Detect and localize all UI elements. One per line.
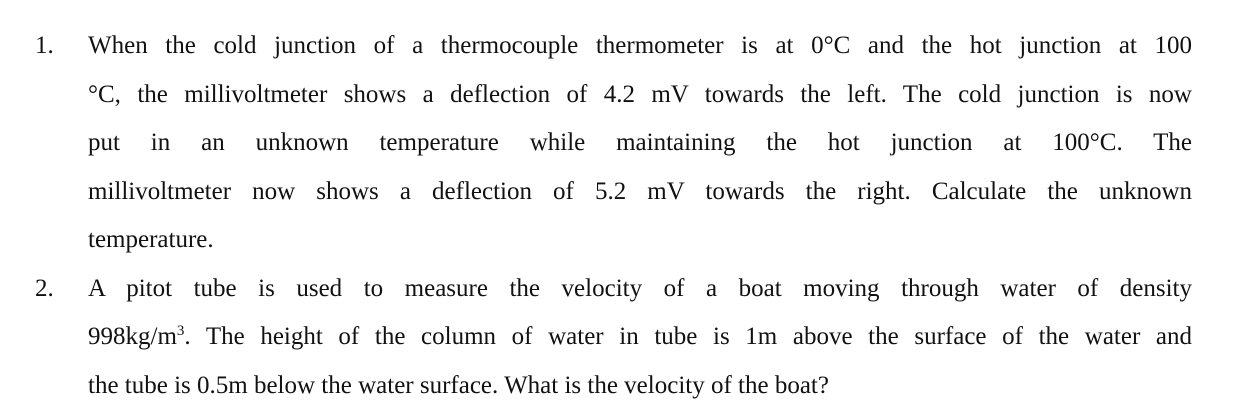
density-value: 998kg/m (88, 323, 177, 350)
question-text-fragment: . The height of the column of water in tube is 1m above the surface of the water and (184, 323, 1192, 350)
question-2 (88, 265, 1192, 410)
question-list (0, 22, 1250, 410)
question-text-line: put in an unknown temperature while maintaining the hot junction at 100°C. The (88, 119, 1192, 168)
question-number: 2. (35, 265, 75, 314)
question-text-line: A pitot tube is used to measure the velocity of a boat moving through water of density (88, 265, 1192, 314)
question-text-line: °C, the millivoltmeter shows a deflection of 4.2 mV towards the left. The cold junction is now (88, 71, 1192, 120)
question-text-line: temperature. (88, 216, 1192, 265)
question-text-line: When the cold junction of a thermocouple thermometer is at 0°C and the hot junction at 100 (88, 22, 1192, 71)
exponent: 3 (177, 323, 185, 339)
question-text-line: the tube is 0.5m below the water surface. What is the velocity of the boat? (88, 362, 1192, 410)
question-number: 1. (35, 22, 75, 71)
question-1 (88, 22, 1192, 265)
question-text-line (88, 313, 1192, 362)
question-text-line: millivoltmeter now shows a deflection of 5.2 mV towards the right. Calculate the unknown (88, 168, 1192, 217)
